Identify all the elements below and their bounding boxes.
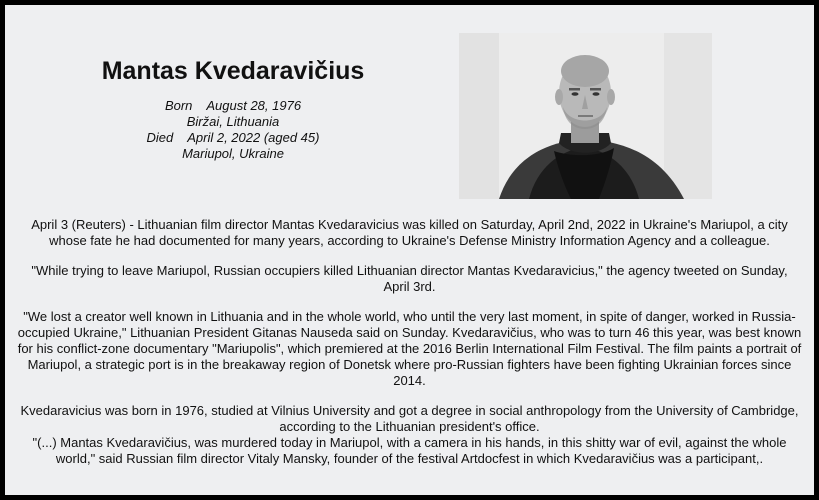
paragraph-5: "(...) Mantas Kvedaravičius, was murdered today in Mariupol, with a camera in his hands, in this shitty war of evil, against the whole world," said Russian film director Vitaly Mansky, founder of the festival Artdocfest in which Kvedaravičius was a participant,. [32, 435, 787, 466]
portrait-photo-illustration [459, 33, 712, 199]
died-place: Mariupol, Ukraine [182, 146, 284, 161]
paragraph-4: Kvedaravicius was born in 1976, studied at Vilnius University and got a degree in social anthropology from the University of Cambridge, according to the Lithuanian president's office. [20, 403, 799, 434]
page-frame [5, 5, 814, 495]
bio-facts [5, 98, 461, 162]
person-name: Mantas Kvedaravičius [101, 57, 365, 85]
born-place: Biržai, Lithuania [186, 114, 280, 129]
paragraph-2: "While trying to leave Mariupol, Russian occupiers killed Lithuanian director Mantas Kvedaravicius," the agency tweeted on Sunday, April 3rd. [31, 263, 788, 294]
died-date: Died April 2, 2022 (aged 45) [146, 130, 320, 145]
paragraph-3: "We lost a creator well known in Lithuania and in the whole world, who until the very last moment, in spite of danger, worked in Russia-occupied Ukraine," Lithuanian President Gitanas Nauseda said on Sunday. Kvedaravičius, who was to turn 46 this year, was best known for his conflict-zone documentary "Mariupolis", which premiered at the 2016 Berlin International Film Festival. The film paints a portrait of Mariupol, a strategic port is in the breakaway region of Donetsk where pro-Russian fighters have been fighting Ukrainian forces since 2014. [17, 309, 802, 388]
paragraph-1: April 3 (Reuters) - Lithuanian film director Mantas Kvedaravicius was killed on Saturday, April 2nd, 2022 in Ukraine's Mariupol, a city whose fate he had documented for many years, according to Ukraine's Defense Ministry Information Agency and a colleague. [31, 217, 788, 248]
article-body [17, 217, 802, 467]
portrait-photo [459, 33, 712, 199]
born-date: Born August 28, 1976 [164, 98, 302, 113]
